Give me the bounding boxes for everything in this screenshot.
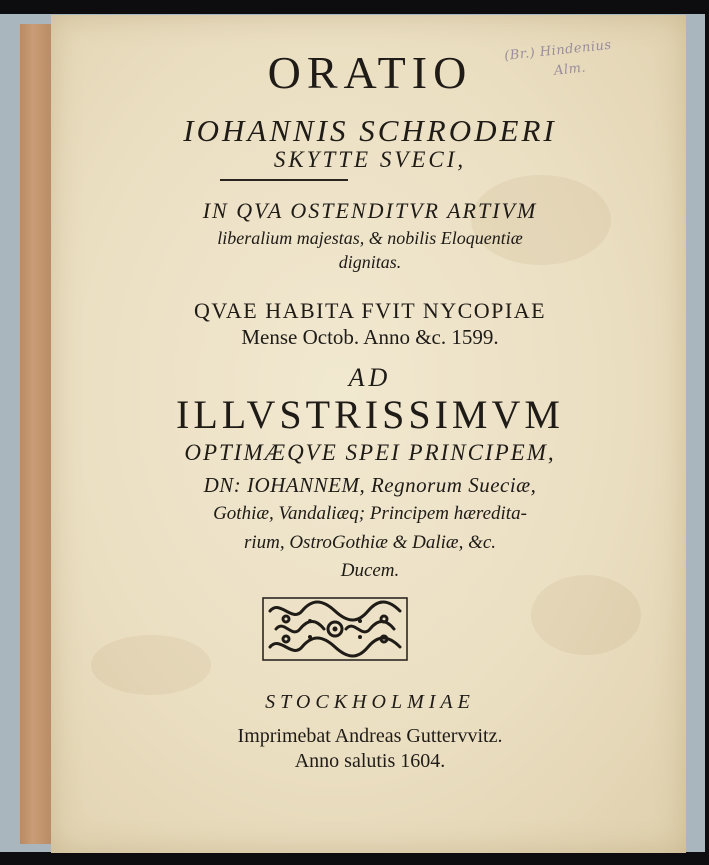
imprint-printer: Imprimebat Andreas Guttervvitz. bbox=[237, 725, 503, 747]
imprint-place: STOCKHOLMIAE bbox=[265, 691, 475, 713]
dedication-line: Ducem. bbox=[340, 560, 400, 581]
subtitle-line: liberalium majestas, & nobilis Eloquentiæ bbox=[217, 228, 523, 248]
dedication-line: Gothiæ, Vandaliæq; Principem hæredita- bbox=[213, 503, 527, 524]
delivery-date: Mense Octob. Anno &c. 1599. bbox=[241, 325, 499, 349]
dedication-line: rium, OstroGothiæ & Daliæ, &c. bbox=[243, 532, 497, 553]
handwritten-line: Alm. bbox=[553, 60, 587, 79]
decorative-rule bbox=[220, 179, 348, 181]
dedication-line: DN: IOHANNEM, Regnorum Sueciæ, bbox=[203, 473, 537, 497]
subtitle-line: IN QVA OSTENDITVR ARTIVM bbox=[202, 198, 538, 223]
imprint-year: Anno salutis 1604. bbox=[294, 750, 446, 772]
dedication-line: OPTIMÆQVE SPEI PRINCIPEM, bbox=[184, 440, 556, 465]
paper-stain bbox=[531, 575, 641, 655]
dedication-title: ILLVSTRISSIMVM bbox=[176, 392, 564, 437]
subtitle-line: dignitas. bbox=[338, 252, 402, 272]
handwritten-line: (Br.) Hindenius bbox=[503, 37, 613, 64]
title: ORATIO bbox=[267, 47, 473, 98]
printers-ornament bbox=[262, 597, 408, 661]
author-byline: SKYTTE SVECI, bbox=[273, 147, 467, 172]
delivery-line: QVAE HABITA FVIT NYCOPIAE bbox=[193, 298, 547, 323]
author-name: IOHANNIS SCHRODERI bbox=[183, 113, 557, 148]
dedication-ad: AD bbox=[348, 363, 392, 392]
paper-stain bbox=[91, 635, 211, 695]
book-spine-strip bbox=[20, 24, 53, 844]
